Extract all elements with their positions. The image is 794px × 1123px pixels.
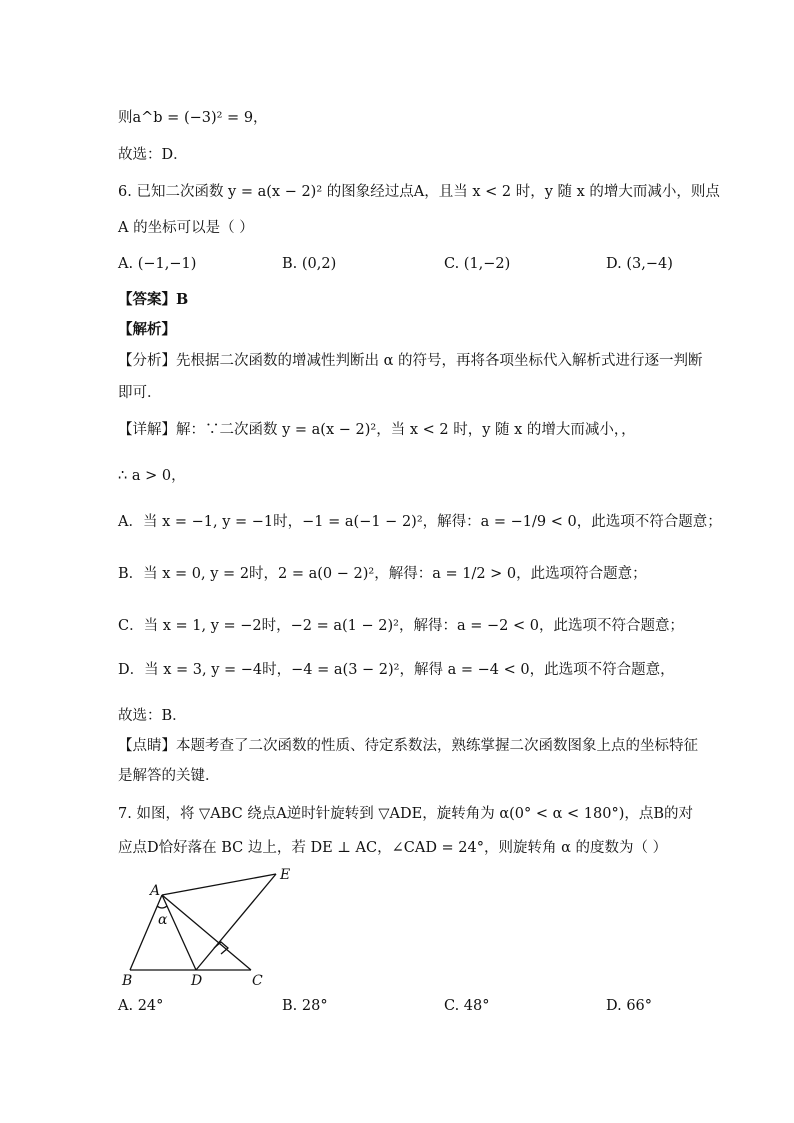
q6-option-c: C. (1,−2): [444, 256, 511, 272]
segment-ae: [162, 874, 276, 895]
q7-option-d: D. 66°: [606, 998, 653, 1014]
geometry-figure: [110, 862, 310, 994]
label-a: A: [150, 883, 161, 899]
comment-text: 【点睛】本题考查了二次函数的性质、待定系数法，熟练掌握二次函数图象上点的坐标特征: [118, 738, 698, 754]
comment-text: 是解答的关键．: [118, 768, 220, 784]
text-line: 则a^b = (−3)² = 9，: [118, 110, 268, 126]
question-6-stem: A 的坐标可以是（ ）: [118, 220, 254, 236]
segment-de: [196, 874, 276, 970]
label-d: D: [191, 973, 203, 989]
analysis-text: 即可．: [118, 385, 162, 401]
label-b: B: [122, 973, 133, 989]
text-line: 故选：D．: [118, 147, 188, 163]
option-check-a: A．当 x = −1, y = −1时，−1 = a(−1 − 2)²，解得：a = −1/9 < 0，此选项不符合题意；: [118, 514, 722, 530]
q7-option-a: A. 24°: [118, 998, 164, 1014]
option-check-b: B．当 x = 0, y = 2时，2 = a(0 − 2)²，解得：a = 1/2 > 0，此选项符合题意；: [118, 566, 647, 582]
q6-option-d: D. (3,−4): [606, 256, 673, 272]
detail-text: ∴ a > 0，: [118, 468, 186, 484]
option-check-d: D．当 x = 3, y = −4时，−4 = a(3 − 2)²，解得 a = −4 < 0，此选项不符合题意，: [118, 662, 675, 678]
q6-option-a: A. (−1,−1): [118, 256, 197, 272]
question-7-stem: 应点D恰好落在 BC 边上，若 DE ⊥ AC，∠CAD = 24°，则旋转角 α 的度数为（ ）: [118, 840, 668, 856]
q7-option-b: B. 28°: [282, 998, 328, 1014]
segment-ac: [162, 895, 251, 970]
choice-text: 故选：B．: [118, 708, 187, 724]
q7-option-c: C. 48°: [444, 998, 490, 1014]
question-7-stem: 7. 如图，将 ▽ABC 绕点A逆时针旋转到 ▽ADE，旋转角为 α(0° < α < 180°)，点B的对: [118, 806, 694, 822]
option-check-c: C．当 x = 1, y = −2时，−2 = a(1 − 2)²，解得：a = −2 < 0，此选项不符合题意；: [118, 618, 684, 634]
angle-arc: [157, 906, 167, 908]
analysis-label: 【解析】: [118, 321, 176, 338]
label-c: C: [252, 973, 263, 989]
detail-text: 【详解】解：∵二次函数 y = a(x − 2)²，当 x < 2 时，y 随 x 的增大而减小，，: [118, 422, 636, 438]
question-6-stem: 6. 已知二次函数 y = a(x − 2)² 的图象经过点A，且当 x < 2 时，y 随 x 的增大而减小，则点: [118, 184, 720, 200]
label-e: E: [280, 867, 291, 883]
label-alpha: α: [158, 912, 168, 928]
q6-option-b: B. (0,2): [282, 256, 337, 272]
answer-label: 【答案】B: [118, 291, 189, 308]
analysis-text: 【分析】先根据二次函数的增减性判断出 α 的符号，再将各项坐标代入解析式进行逐一判断: [118, 353, 703, 369]
